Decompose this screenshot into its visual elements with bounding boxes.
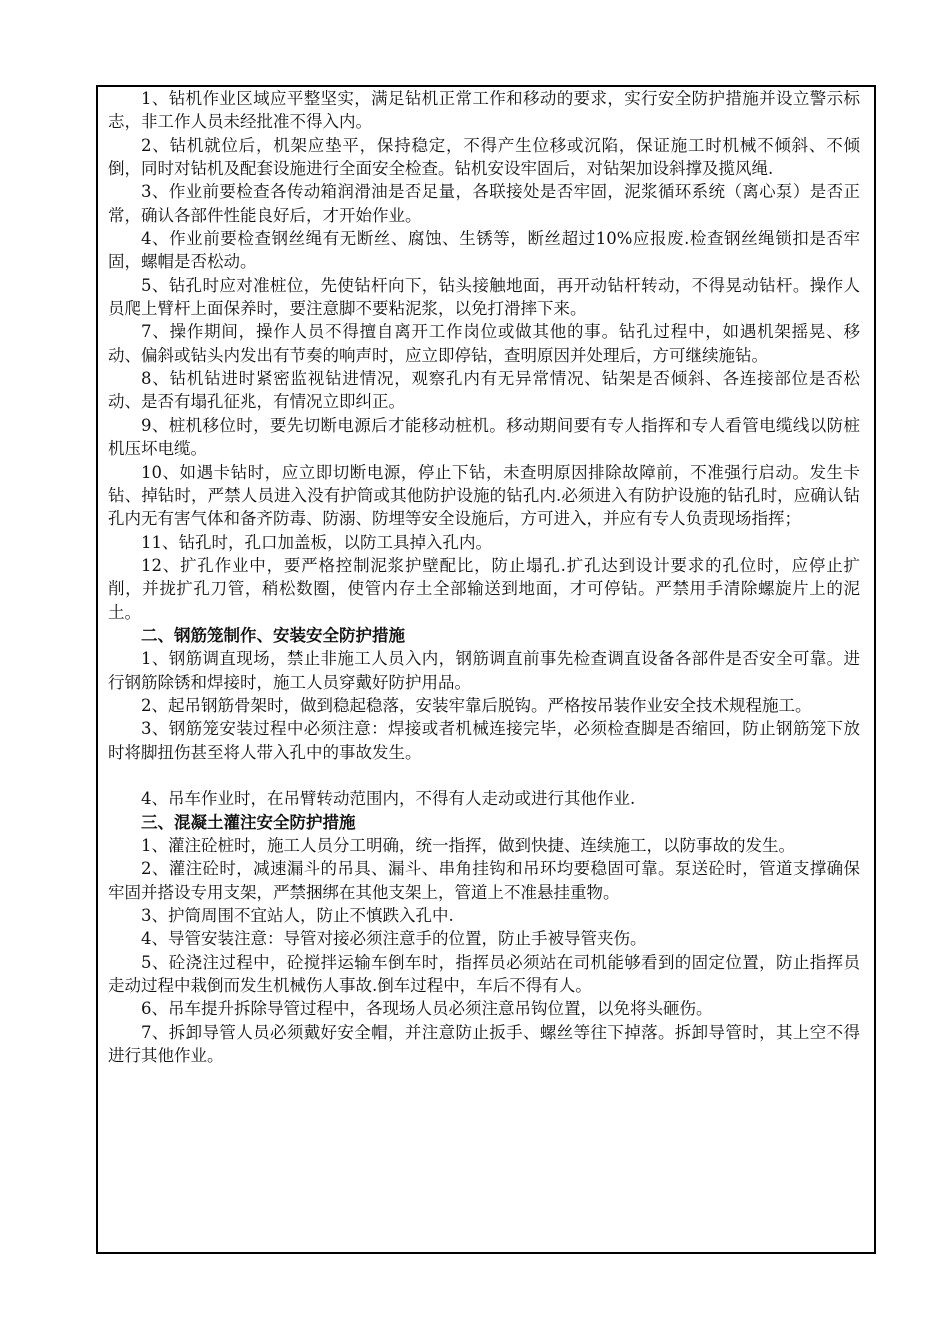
paragraph-4: 4、作业前要检查钢丝绳有无断丝、腐蚀、生锈等，断丝超过10%应报废.检查钢丝绳锁扣是否牢固，螺帽是否松动。 <box>108 229 860 272</box>
rebar-paragraph-2: 2、起吊钢筋骨架时，做到稳起稳落，安装牢靠后脱钩。严格按吊装作业安全技术规程施工。 <box>141 695 812 715</box>
content-frame <box>96 85 876 1254</box>
paragraph-12: 12、扩孔作业中，要严格控制泥浆护壁配比，防止塌孔.扩孔达到设计要求的孔位时，应停止扩削，并拢扩孔刀管，稍松数圈，使管内存土全部输送到地面，才可停钻。严禁用手清除螺旋片上的泥土。 <box>108 555 860 622</box>
section-heading-rebar-cage: 二、钢筋笼制作、安装安全防护措施 <box>141 625 405 645</box>
paragraph-5: 5、钻孔时应对准桩位，先使钻杆向下，钻头接触地面，再开动钻杆转动，不得晃动钻杆。操作人员爬上臂杆上面保养时，要注意脚不要粘泥浆，以免打滑摔下来。 <box>108 275 860 319</box>
section-heading-concrete-pouring: 三、混凝土灌注安全防护措施 <box>141 812 356 832</box>
concrete-paragraph-3: 3、护筒周围不宜站人，防止不慎跌入孔中. <box>141 906 454 926</box>
paragraph-1: 1、钻机作业区域应平整坚实，满足钻机正常工作和移动的要求，实行安全防护措施并设立警示标志，非工作人员未经批准不得入内。 <box>108 89 860 132</box>
concrete-paragraph-2: 2、灌注砼时，减速漏斗的吊具、漏斗、串角挂钩和吊环均要稳固可靠。泵送砼时，管道支撑确保牢固并搭设专用支架，严禁捆绑在其他支架上，管道上不准悬挂重物。 <box>108 859 860 902</box>
document-body <box>108 87 860 1067</box>
rebar-paragraph-4: 4、吊车作业时，在吊臂转动范围内，不得有人走动或进行其他作业. <box>141 789 636 809</box>
paragraph-11: 11、钻孔时，孔口加盖板，以防工具掉入孔内。 <box>141 532 492 552</box>
concrete-paragraph-6: 6、吊车提升拆除导管过程中，各现场人员必须注意吊钩位置，以免将头砸伤。 <box>141 999 713 1019</box>
paragraph-9: 9、桩机移位时，要先切断电源后才能移动桩机。移动期间要有专人指挥和专人看管电缆线以防桩机压坏电缆。 <box>108 415 860 459</box>
paragraph-8: 8、钻机钻进时紧密监视钻进情况，观察孔内有无异常情况、钻架是否倾斜、各连接部位是否松动、是否有塌孔征兆，有情况立即纠正。 <box>108 369 860 412</box>
blank-line <box>108 764 860 787</box>
paragraph-10: 10、如遇卡钻时，应立即切断电源，停止下钻，未查明原因排除故障前，不准强行启动。发生卡钻、掉钻时，严禁人员进入没有护筒或其他防护设施的钻孔内.必须进入有防护设施的钻孔时，应确认钻孔内无有害气体和备齐防毒、防溺、防埋等安全设施后，方可进入，并应有专人负责现场指挥； <box>108 462 860 529</box>
concrete-paragraph-1: 1、灌注砼桩时，施工人员分工明确，统一指挥，做到快捷、连续施工，以防事故的发生。 <box>141 836 795 855</box>
rebar-paragraph-1: 1、钢筋调直现场，禁止非施工人员入内，钢筋调直前事先检查调直设备各部件是否安全可靠。进行钢筋除锈和焊接时，施工人员穿戴好防护用品。 <box>108 649 860 692</box>
paragraph-2: 2、钻机就位后，机架应垫平，保持稳定，不得产生位移或沉陷，保证施工时机械不倾斜、不倾倒，同时对钻机及配套设施进行全面安全检查。钻机安设牢固后，对钻架加设斜撑及揽风绳. <box>108 135 860 179</box>
concrete-paragraph-5: 5、砼浇注过程中，砼搅拌运输车倒车时，指挥员必须站在司机能够看到的固定位置，防止指挥员走动过程中栽倒而发生机械伤人事故.倒车过程中，车后不得有人。 <box>108 952 860 996</box>
rebar-paragraph-3: 3、钢筋笼安装过程中必须注意：焊接或者机械连接完毕，必须检查脚是否缩回，防止钢筋笼下放时将脚扭伤甚至将人带入孔中的事故发生。 <box>108 719 860 762</box>
concrete-paragraph-4: 4、导管安装注意：导管对接必须注意手的位置，防止手被导管夹伤。 <box>141 929 647 949</box>
paragraph-7: 7、操作期间，操作人员不得擅自离开工作岗位或做其他的事。钻孔过程中，如遇机架摇晃、移动、偏斜或钻头内发出有节奏的响声时，应立即停钻，查明原因并处理后，方可继续施钻。 <box>108 322 860 365</box>
concrete-paragraph-7: 7、拆卸导管人员必须戴好安全帽，并注意防止扳手、螺丝等往下掉落。拆卸导管时，其上空不得进行其他作业。 <box>108 1022 860 1066</box>
paragraph-3: 3、作业前要检查各传动箱润滑油是否足量，各联接处是否牢固，泥浆循环系统（离心泵）是否正常，确认各部件性能良好后，才开始作业。 <box>108 182 860 225</box>
